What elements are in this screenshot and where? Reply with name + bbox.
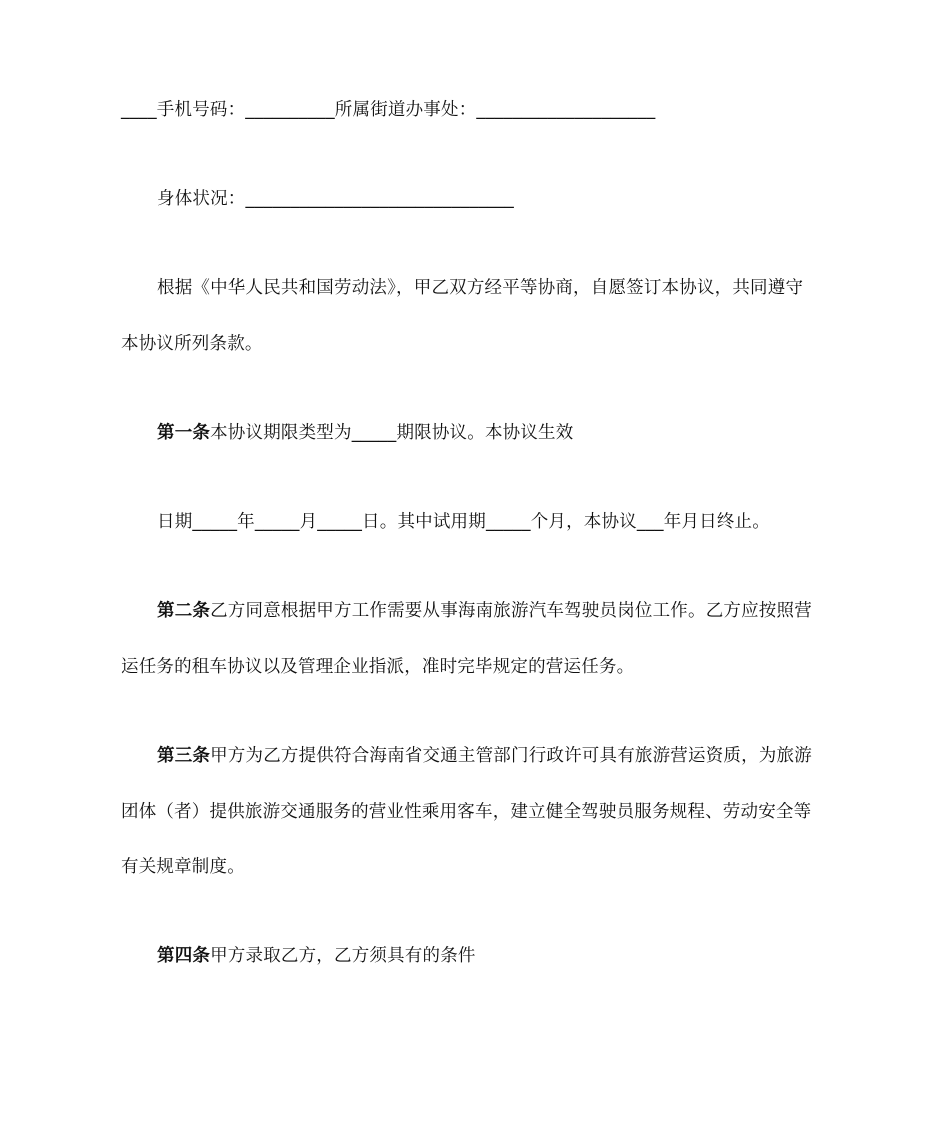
article-3-line-1: [157, 744, 877, 768]
article-2-text-2: 运任务的租车协议以及管理企业指派，准时完毕规定的营运任务。: [121, 657, 635, 677]
article-3-line-3: [121, 855, 841, 879]
article-2-heading: 第二条: [157, 601, 211, 621]
article-3-line-2: [121, 800, 841, 824]
article-3-text-3: 有关规章制度。: [121, 857, 245, 877]
article-1-text-1: 本协议期限类型为_____期限协议。本协议生效: [210, 423, 574, 443]
article-1-line-2: [157, 510, 877, 534]
article-2-text-1: 乙方同意根据甲方工作需要从事海南旅游汽车驾驶员岗位工作。乙方应按照营: [210, 601, 812, 621]
preamble-text-1: 根据《中华人民共和国劳动法》，甲乙双方经平等协商，自愿签订本协议，共同遵守: [157, 278, 804, 298]
health-status-text: 身体状况：______________________________: [157, 189, 514, 209]
article-1-heading: 第一条: [157, 423, 211, 443]
article-3-heading: 第三条: [157, 746, 211, 766]
article-4-text-1: 甲方录取乙方，乙方须具有的条件: [210, 946, 476, 966]
article-4-line-1: [157, 944, 877, 968]
preamble-text-2: 本协议所列条款。: [121, 334, 263, 354]
preamble-line-1: [157, 276, 877, 300]
article-2-line-1: [157, 599, 877, 623]
preamble-line-2: [121, 332, 841, 356]
article-1-line-1: [157, 421, 877, 445]
article-3-text-1: 甲方为乙方提供符合海南省交通主管部门行政许可具有旅游营运资质，为旅游: [210, 746, 812, 766]
contact-info-text: ____手机号码：__________所属街道办事处：____________________: [121, 100, 656, 120]
article-2-line-2: [121, 655, 841, 679]
article-4-heading: 第四条: [157, 946, 211, 966]
article-3-text-2: 团体（者）提供旅游交通服务的营业性乘用客车，建立健全驾驶员服务规程、劳动安全等: [121, 802, 812, 822]
article-1-text-2: 日期_____年_____月_____日。其中试用期_____个月，本协议___年月日终止。: [157, 512, 770, 532]
health-status-line: [157, 187, 877, 211]
contact-info-line: [121, 98, 841, 122]
